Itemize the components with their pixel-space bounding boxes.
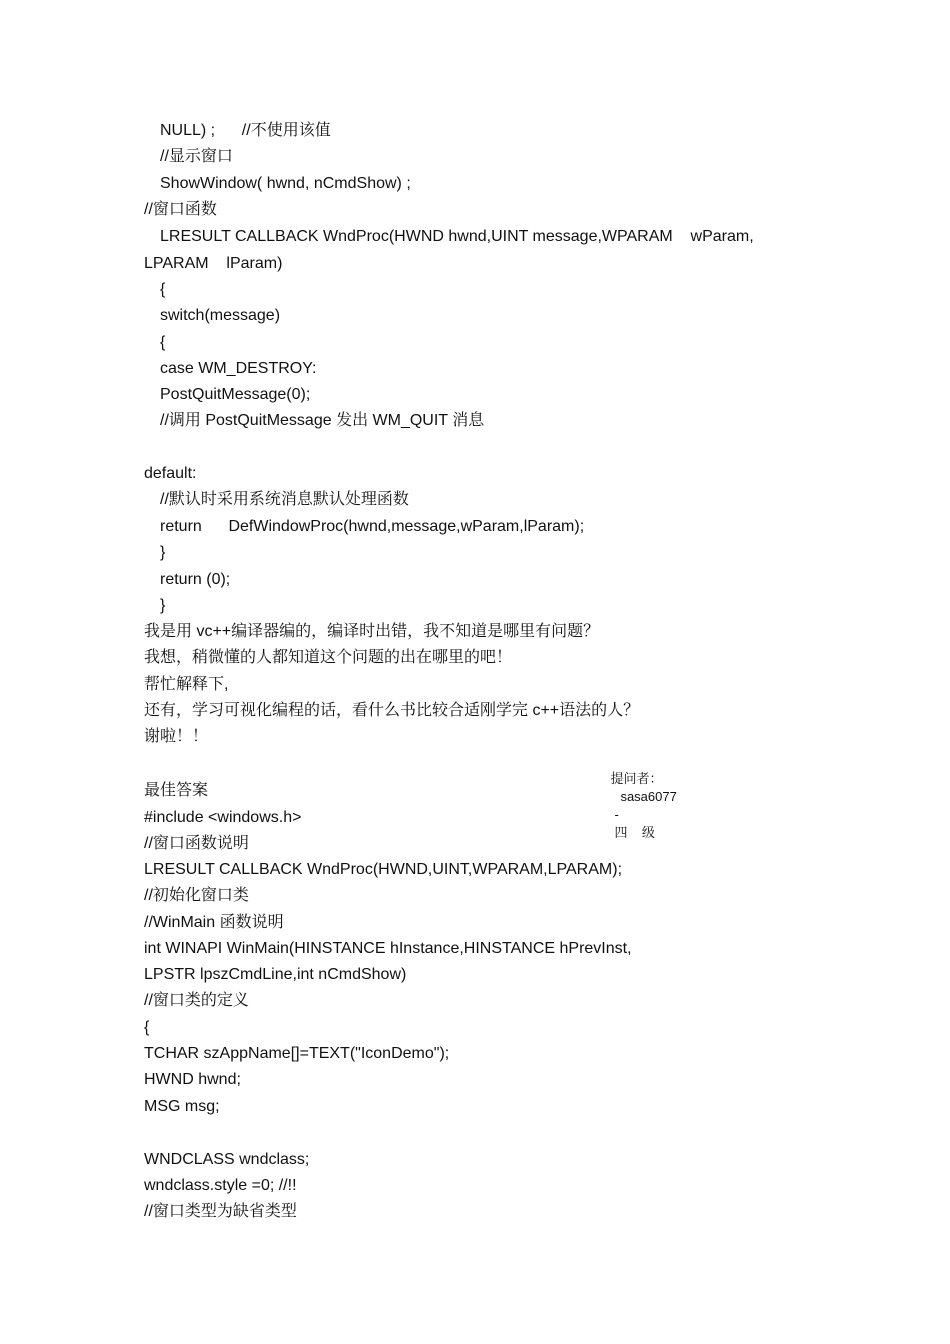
- answer-code-line: //窗口类的定义: [144, 992, 249, 1009]
- answer-code-line: #include <windows.h>: [144, 809, 302, 826]
- asker-name[interactable]: sasa6077: [620, 789, 677, 804]
- answer-code-line: TCHAR szAppName[]=TEXT("IconDemo");: [144, 1045, 450, 1062]
- asker-separator: -: [614, 807, 619, 822]
- question-text-line: 还有，学习可视化编程的话，看什么书比较合适刚学完 c++语法的人？: [144, 702, 640, 719]
- answer-code-line: wndclass.style =0; //!!: [144, 1177, 297, 1194]
- code-line: {: [160, 281, 166, 298]
- question-text-line: 谢啦！！: [144, 728, 209, 745]
- code-line: PostQuitMessage(0);: [160, 386, 311, 403]
- answer-code-line: LRESULT CALLBACK WndProc(HWND,UINT,WPARAM,LPARAM);: [144, 861, 623, 878]
- question-text-line: 我是用 vc++编译器编的，编译时出错，我不知道是哪里有问题？: [144, 623, 600, 640]
- best-answer-heading: 最佳答案: [144, 782, 209, 799]
- code-line: //窗口函数: [144, 201, 217, 218]
- question-text-line: 我想，稍微懂的人都知道这个问题的出在哪里的吧！: [144, 649, 513, 666]
- code-line: }: [160, 597, 166, 614]
- code-line: ShowWindow( hwnd, nCmdShow) ;: [160, 175, 411, 192]
- code-line: LPARAM lParam): [144, 255, 283, 272]
- answer-code-line: MSG msg;: [144, 1098, 220, 1115]
- answer-code-line: WNDCLASS wndclass;: [144, 1151, 310, 1168]
- code-line: //调用 PostQuitMessage 发出 WM_QUIT 消息: [160, 412, 485, 429]
- asker-info: [596, 752, 677, 860]
- answer-code-line: //窗口函数说明: [144, 835, 249, 852]
- code-line: case WM_DESTROY:: [160, 360, 317, 377]
- code-line: return DefWindowProc(hwnd,message,wParam,lParam);: [160, 518, 585, 535]
- answer-code-line: //初始化窗口类: [144, 887, 249, 904]
- asker-label: 提问者：: [610, 771, 663, 786]
- code-line: switch(message): [160, 307, 281, 324]
- answer-code-line: //窗口类型为缺省类型: [144, 1203, 297, 1220]
- question-text-line: 帮忙解释下,: [144, 676, 229, 693]
- answer-code-line: //WinMain 函数说明: [144, 914, 284, 931]
- code-line: }: [160, 544, 166, 561]
- code-line: {: [160, 334, 166, 351]
- asker-level: 四 级: [614, 825, 655, 840]
- answer-code-line: int WINAPI WinMain(HINSTANCE hInstance,HINSTANCE hPrevInst,: [144, 940, 632, 957]
- code-line: LRESULT CALLBACK WndProc(HWND hwnd,UINT message,WPARAM wParam,: [160, 228, 754, 245]
- code-line: default:: [144, 465, 197, 482]
- answer-code-line: {: [144, 1019, 150, 1036]
- code-line: //显示窗口: [160, 148, 233, 165]
- code-line: //默认时采用系统消息默认处理函数: [160, 491, 409, 508]
- code-line: return (0);: [160, 571, 231, 588]
- answer-code-line: HWND hwnd;: [144, 1071, 241, 1088]
- code-line: NULL) ; //不使用该值: [160, 122, 331, 139]
- answer-code-line: LPSTR lpszCmdLine,int nCmdShow): [144, 966, 407, 983]
